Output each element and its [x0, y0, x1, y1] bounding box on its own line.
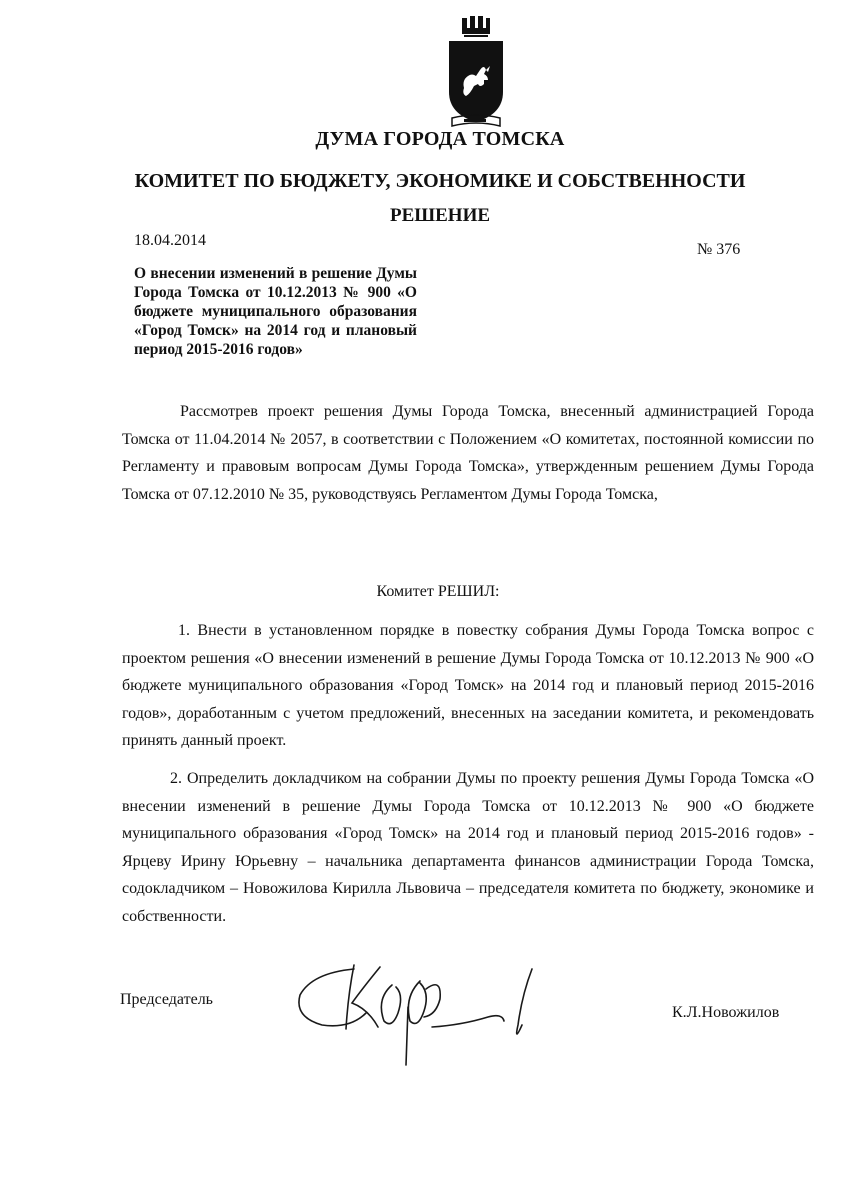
document-date: 18.04.2014 — [134, 232, 206, 249]
document-type-heading: РЕШЕНИЕ — [389, 205, 491, 226]
organization-title: ДУМА ГОРОДА ТОМСКА — [315, 128, 565, 150]
signatory-role: Председатель — [120, 991, 213, 1008]
preamble-paragraph: Рассмотрев проект решения Думы Города Томска, внесенный администрацией Города Томска от 11.04.2014 № 2057, в соответствии с Положением «О комитетах, постоянной комиссии по Регламенту и правовым вопросам Думы Города Томска», утвержденным решением Думы Города Томска от 07.12.2010 № 35, руководствуясь Регламентом Думы Города Томска, — [122, 403, 814, 503]
handwritten-signature-icon — [292, 955, 542, 1075]
resolved-heading: Комитет РЕШИЛ: — [376, 583, 500, 600]
decision-item: 1. Внести в установленном порядке в повестку собрания Думы Города Томска вопрос с проектом решения «О внесении изменений в решение Думы Города Томска от 10.12.2013 № 900 «О бюджете муниципального образования «Город Томск» на 2014 год и плановый период 2015-2016 годов», доработанным с учетом предложений, внесенных на заседании комитета, и рекомендовать принять данный проект. — [122, 622, 814, 749]
decision-item: 2. Определить докладчиком на собрании Думы по проекту решения Думы Города Томска «О внесении изменений в решение Думы Города Томска от 10.12.2013 № 900 «О бюджете муниципального образования «Город Томск» на 2014 год и плановый период 2015-2016 годов» - Ярцеву Ирину Юрьевну – начальника департамента финансов администрации Города Томска, содокладчиком – Новожилова Кирилла Львовича – председателя комитета по бюджету, экономике и собственности. — [122, 770, 814, 925]
committee-title: КОМИТЕТ ПО БЮДЖЕТУ, ЭКОНОМИКЕ И СОБСТВЕННОСТИ — [134, 170, 746, 192]
document-subject: О внесении изменений в решение Думы Города Томска от 10.12.2013 № 900 «О бюджете муниципального образования «Город Томск» на 2014 год и плановый период 2015-2016 годов» — [134, 265, 417, 358]
document-number: № 376 — [697, 241, 741, 258]
signatory-name: К.Л.Новожилов — [672, 1004, 780, 1021]
tomsk-coat-of-arms-icon — [440, 14, 510, 132]
